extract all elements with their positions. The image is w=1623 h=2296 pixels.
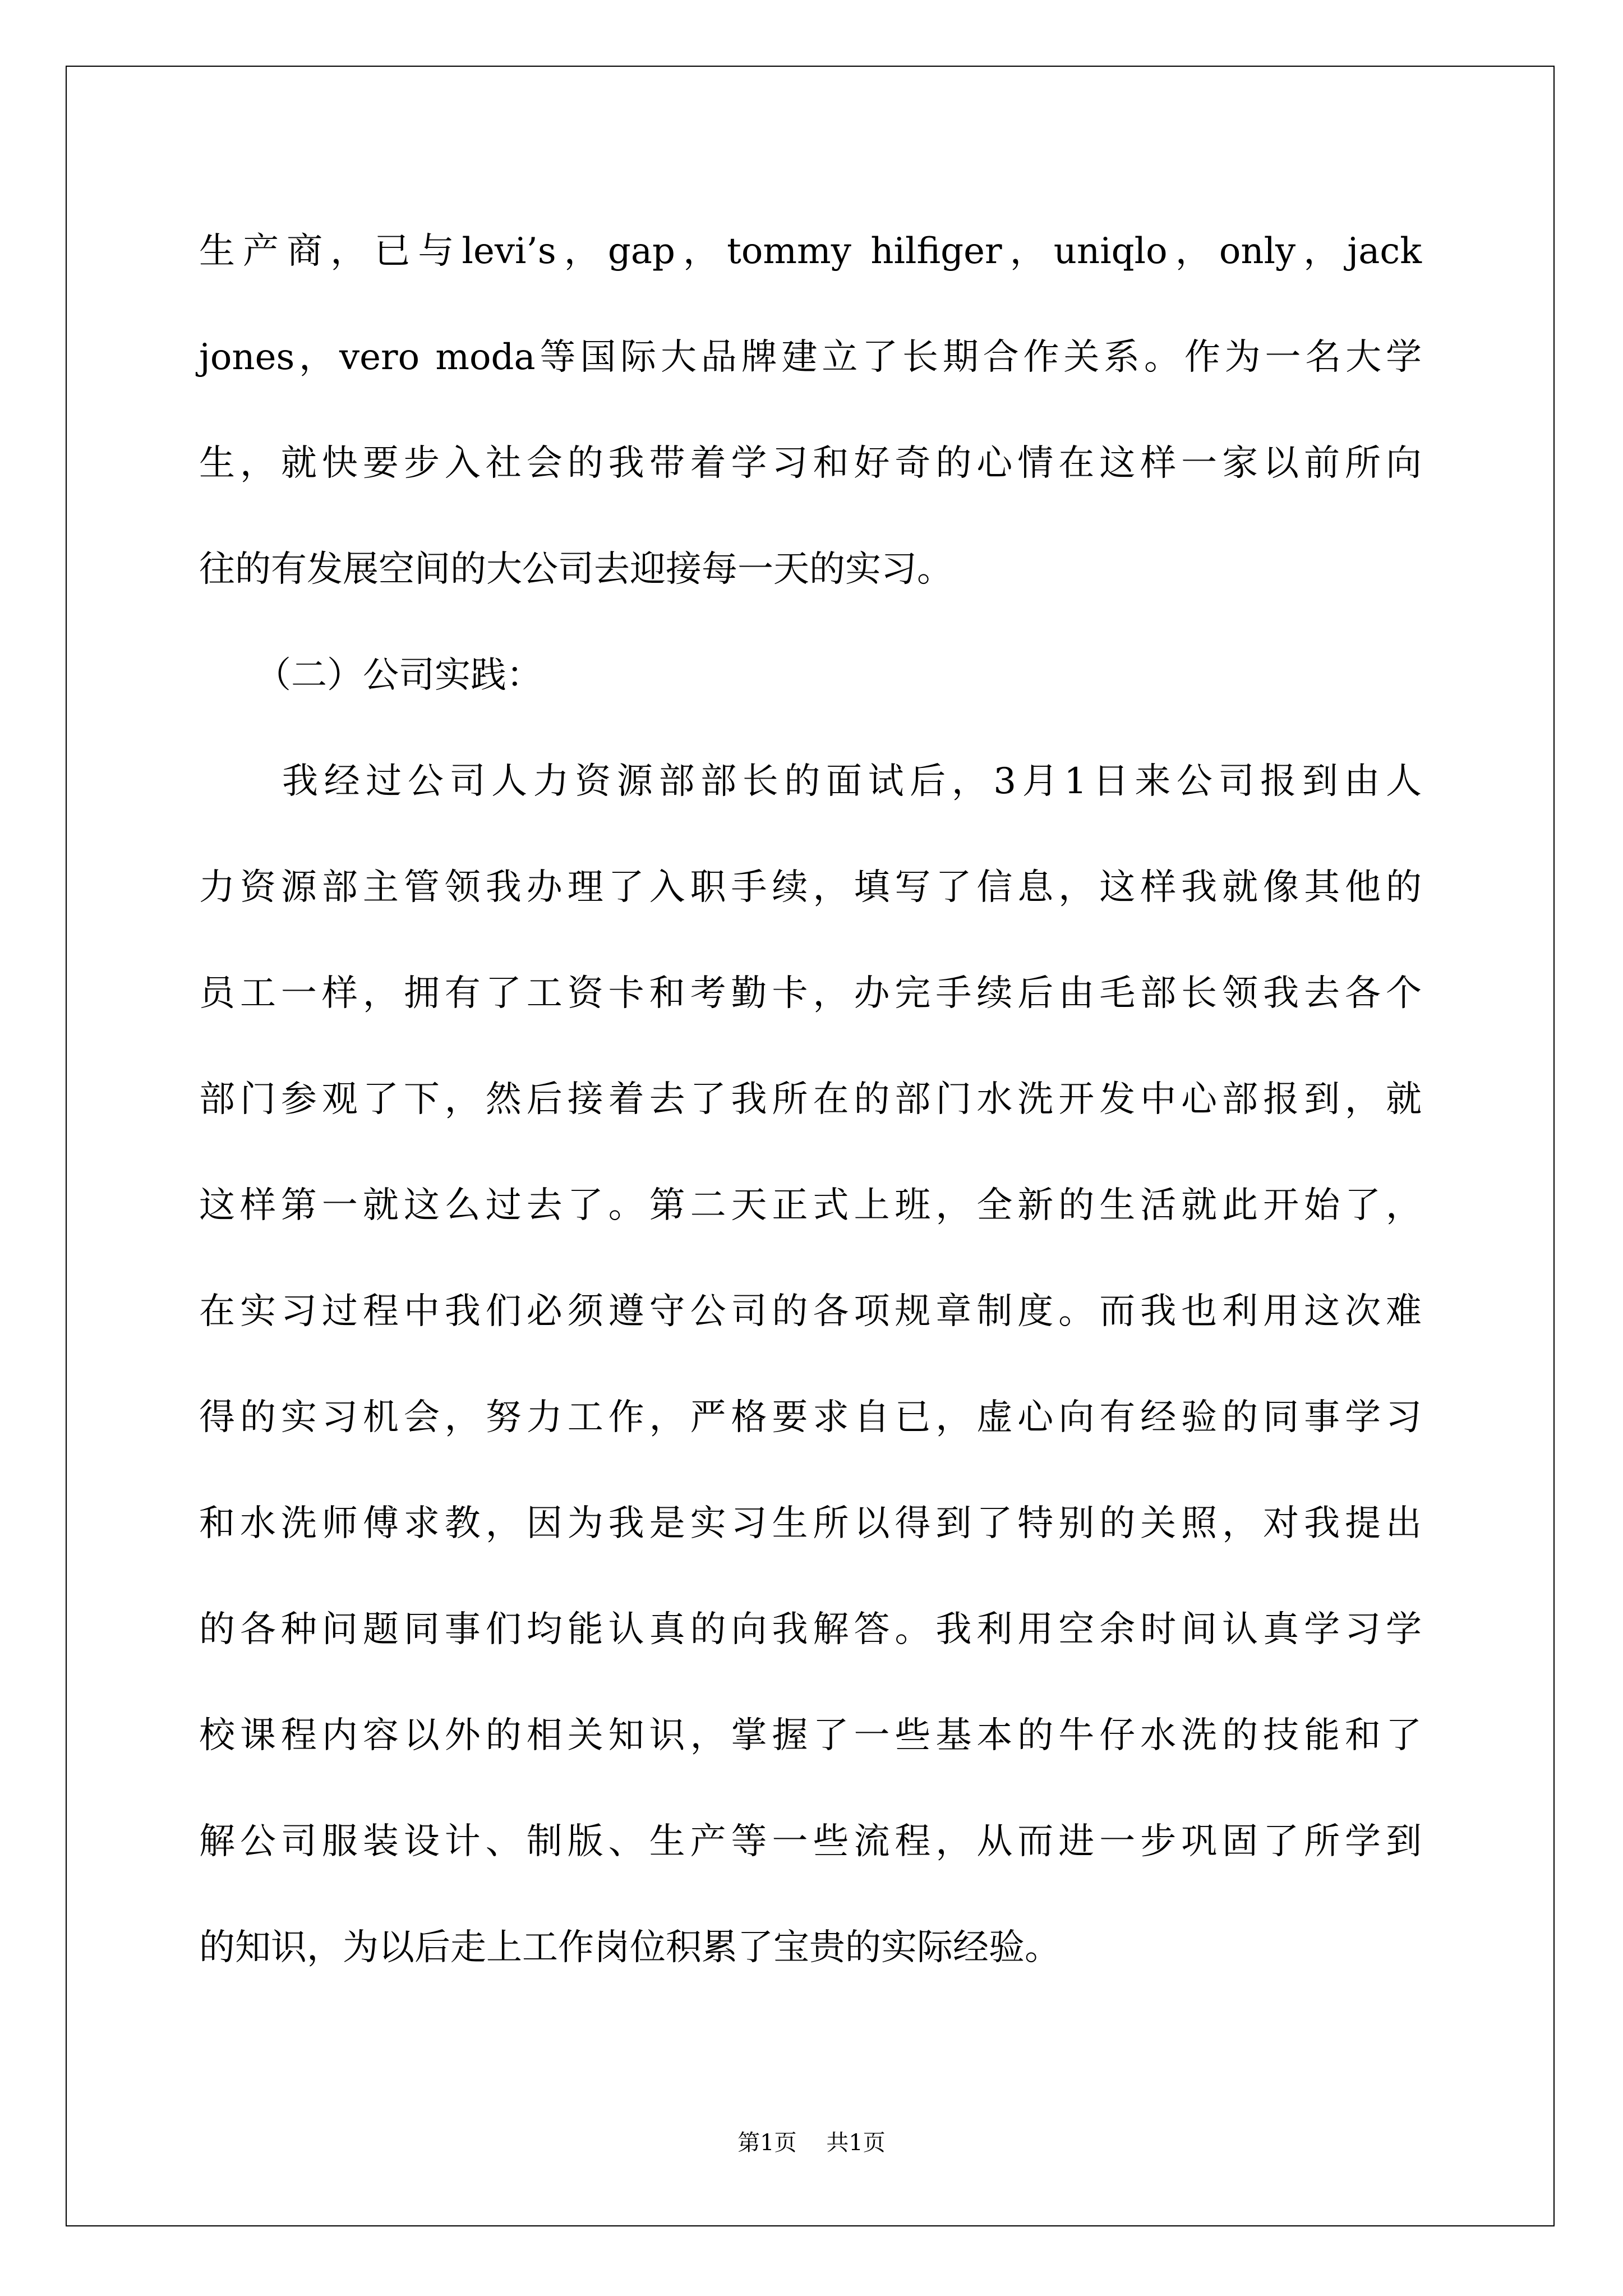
- text-line: 得的实习机会，努力工作，严格要求自已，虚心向有经验的同事学习: [199, 1397, 1422, 1438]
- page-total: 共1页: [826, 2130, 886, 2156]
- text-line: 解公司服装设计、制版、生产等一些流程，从而进一步巩固了所学到: [199, 1821, 1422, 1862]
- text-line: 的知识，为以后走上工作岗位积累了宝贵的实际经验。: [199, 1927, 1061, 1968]
- text-line: 力资源部主管领我办理了入职手续，填写了信息，这样我就像其他的: [199, 867, 1422, 908]
- section-heading: （二）公司实践：: [255, 655, 542, 696]
- page-border: [66, 66, 1555, 2226]
- text-line: 校课程内容以外的相关知识，掌握了一些基本的牛仔水洗的技能和了: [199, 1715, 1422, 1756]
- page-number: 第1页: [737, 2130, 797, 2156]
- text-line: 这样第一就这么过去了。第二天正式上班，全新的生活就此开始了，: [199, 1185, 1422, 1226]
- text-line: 生产商，已与levi’s，gap，tommy hilfiger，uniqlo，only，jack: [199, 231, 1422, 272]
- text-line: 部门参观了下，然后接着去了我所在的部门水洗开发中心部报到，就: [199, 1079, 1422, 1120]
- text-line: 我经过公司人力资源部部长的面试后，3月1日来公司报到由人: [282, 761, 1422, 802]
- text-line: 在实习过程中我们必须遵守公司的各项规章制度。而我也利用这次难: [199, 1291, 1422, 1332]
- text-line: 的各种问题同事们均能认真的向我解答。我利用空余时间认真学习学: [199, 1609, 1422, 1650]
- text-line: 员工一样，拥有了工资卡和考勤卡，办完手续后由毛部长领我去各个: [199, 973, 1422, 1014]
- text-line: jones，vero moda等国际大品牌建立了长期合作关系。作为一名大学: [199, 337, 1422, 378]
- text-line: 往的有发展空间的大公司去迎接每一天的实习。: [199, 549, 953, 590]
- text-line: 生，就快要步入社会的我带着学习和好奇的心情在这样一家以前所向: [199, 443, 1422, 484]
- page-footer: [0, 2126, 1623, 2160]
- text-line: 和水洗师傅求教，因为我是实习生所以得到了特别的关照，对我提出: [199, 1503, 1422, 1544]
